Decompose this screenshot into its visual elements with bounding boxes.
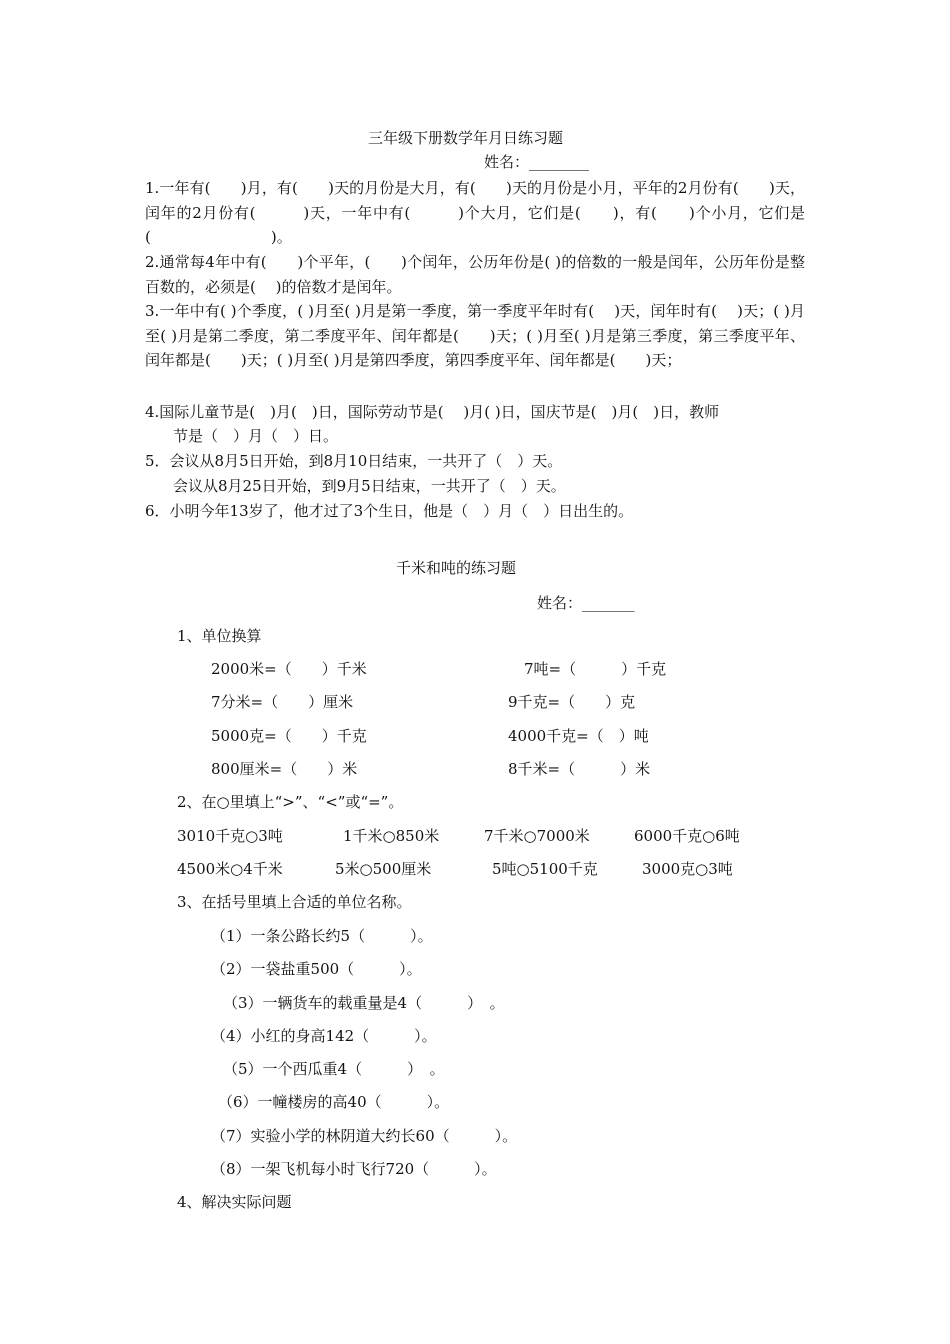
compare-item: 7千米○7000米 bbox=[484, 827, 590, 845]
unit-question-5: （5）一个西瓜重4（ ） 。 bbox=[223, 1060, 445, 1078]
worksheet-title: 三年级下册数学年月日练习题 bbox=[368, 129, 564, 147]
unit-question-2: （2）一袋盐重500（ ）。 bbox=[211, 960, 422, 978]
conversion-left-1: 2000米=（ ）千米 bbox=[211, 660, 367, 678]
question-1: 1.一年有( )月，有( )天的月份是大月，有( )天的月份是小月，平年的2月份有( )天，闰年的2月份有( )天，一年中有( )个大月，它们是( )，有( )个小月，它们是( )。 bbox=[145, 179, 805, 246]
question-4-line-2: 节是（ ）月（ ）日。 bbox=[173, 427, 339, 445]
compare-item: 6000千克○6吨 bbox=[634, 827, 740, 845]
compare-item: 3000克○3吨 bbox=[642, 860, 733, 878]
part-4-heading: 4、解决实际问题 bbox=[177, 1193, 292, 1211]
conversion-right-4: 8千米=（ ）米 bbox=[508, 760, 651, 778]
question-5-line-1: 5．会议从8月5日开始，到8月10日结束，一共开了（ ）天。 bbox=[145, 452, 563, 470]
question-3: 3.一年中有( )个季度，( )月至( )月是第一季度，第一季度平年时有( )天，闰年时有( )天；( )月至( )月是第二季度，第二季度平年、闰年都是( )天；( )月至( )月是第三季度，第三季度平年、闰年都是( )天；( )月至( )月是第四季度，第四季度平年、闰年都是( )天； bbox=[145, 302, 805, 369]
part-2-heading: 2、在○里填上“>”、“<”或“=”。 bbox=[177, 793, 404, 811]
unit-question-4: （4）小红的身高142（ ）。 bbox=[211, 1027, 437, 1045]
compare-item: 5吨○5100千克 bbox=[492, 860, 598, 878]
unit-question-7: （7）实验小学的林阴道大约长60（ ）。 bbox=[211, 1127, 518, 1145]
question-5-line-2: 会议从8月25日开始，到9月5日结束，一共开了（ ）天。 bbox=[173, 477, 566, 495]
part-1-heading: 1、单位换算 bbox=[177, 627, 262, 645]
name-field-label: 姓名：________ bbox=[484, 153, 590, 171]
conversion-right-3: 4000千克=（ ）吨 bbox=[508, 727, 649, 745]
section-2-name-field: 姓名：_______ bbox=[537, 594, 635, 612]
section-2-title: 千米和吨的练习题 bbox=[396, 559, 517, 577]
question-2: 2.通常每4年中有( )个平年，( )个闰年，公历年份是( )的倍数的一般是闰年，公历年份是整百数的，必须是( )的倍数才是闰年。 bbox=[145, 253, 805, 296]
unit-question-8: （8）一架飞机每小时飞行720（ ）。 bbox=[211, 1160, 497, 1178]
compare-item: 5米○500厘米 bbox=[335, 860, 432, 878]
conversion-right-1: 7吨=（ ）千克 bbox=[524, 660, 667, 678]
conversion-left-4: 800厘米=（ ）米 bbox=[211, 760, 358, 778]
part-3-heading: 3、在括号里填上合适的单位名称。 bbox=[177, 893, 412, 911]
conversion-right-2: 9千克=（ ）克 bbox=[508, 693, 636, 711]
compare-item: 1千米○850米 bbox=[343, 827, 440, 845]
question-4-line-1: 4.国际儿童节是( )月( )日，国际劳动节是( )月( )日，国庆节是( )月( )日，教师 bbox=[145, 403, 720, 421]
question-6: 6．小明今年13岁了，他才过了3个生日，他是（ ）月（ ）日出生的。 bbox=[145, 502, 634, 520]
unit-question-1: （1）一条公路长约5（ ）。 bbox=[211, 927, 433, 945]
unit-question-6: （6）一幢楼房的高40（ ）。 bbox=[218, 1093, 450, 1111]
unit-question-3: （3）一辆货车的载重量是4（ ） 。 bbox=[223, 994, 505, 1012]
compare-item: 3010千克○3吨 bbox=[177, 827, 283, 845]
conversion-left-2: 7分米=（ ）厘米 bbox=[211, 693, 354, 711]
compare-item: 4500米○4千米 bbox=[177, 860, 283, 878]
conversion-left-3: 5000克=（ ）千克 bbox=[211, 727, 367, 745]
